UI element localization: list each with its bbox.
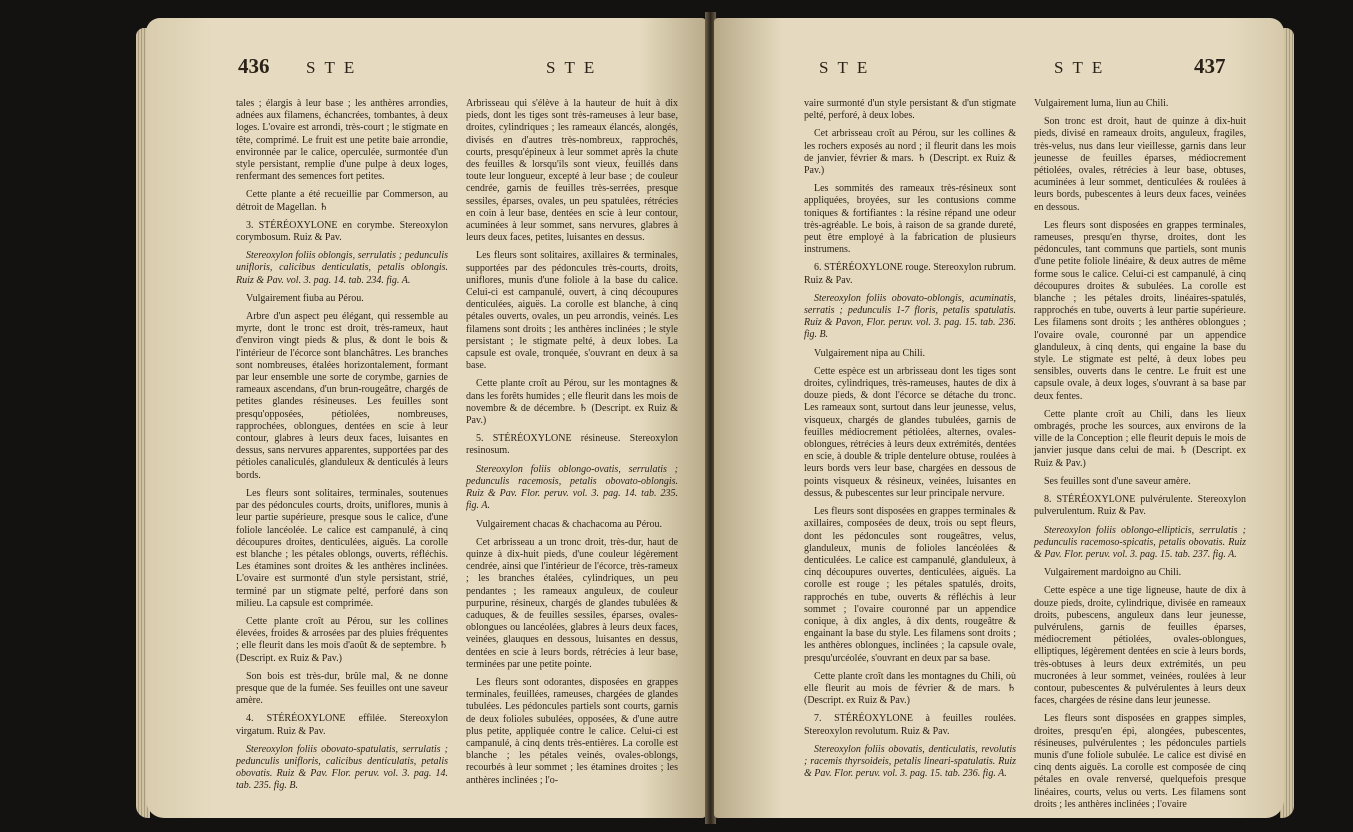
text-column-right-1 <box>804 98 1016 798</box>
paragraph: 5. STÉRÉOXYLONE résineuse. Stereoxylon resinosum. <box>466 433 678 457</box>
paragraph: Son tronc est droit, haut de quinze à dix-huit pieds, divisé en rameaux droits, anguleux, fragiles, très-velus, nus dans leur vieillesse, garnis dans leur jeunesse de feuilles éparses, médiocrement pétiolées, ovales, rétrécies à leur base, obtuses, acuminées à leur sommet, denticulées & roulées à leurs bords, pubescentes à leurs deux faces, veinées en dessous. <box>1034 116 1246 213</box>
paragraph: Son bois est très-dur, brûle mal, & ne donne presque que de la fumée. Ses feuilles ont une saveur amère. <box>236 670 448 707</box>
page-number-left: 436 <box>238 54 270 78</box>
text-column-left-2 <box>466 98 678 798</box>
right-page <box>714 18 1284 818</box>
text-column-left-1 <box>236 98 448 798</box>
paragraph: 7. STÉRÉOXYLONE à feuilles roulées. Stereoxylon revolutum. Ruiz & Pav. <box>804 713 1016 737</box>
paragraph: Stereoxylon foliis obovato-oblongis, acuminatis, serratis ; pedunculis 1-7 floris, petalis spatulatis. Ruiz & Pavon, Flor. peruv. vol. 3. pag. 15. tab. 236. fig. B. <box>804 292 1016 341</box>
paragraph: Ses feuilles sont d'une saveur amère. <box>1044 475 1191 487</box>
paragraph: Cette espèce a une tige ligneuse, haute de dix à douze pieds, droite, cylindrique, divisée en rameaux droits, pubescens, anguleux dans leur jeunesse, pulvérulens, garnis de feuilles éparses, médiocrement pétiolées, ovales-oblongues, elliptiques, légèrement dentées en scie à leurs bords, très-obtuses à leurs deux extrémités, un peu mucronées à leur sommet, veinées, roulées à leur contour, pubescentes & pulvérulentes à leurs deux faces, chargées de résine dans leur jeunesse. <box>1034 585 1246 707</box>
paragraph: Vulgairement fiuba au Pérou. <box>246 292 364 304</box>
paragraph: Les fleurs sont solitaires, terminales, soutenues par des pédoncules courts, droits, uniflores, munis à leur partie supérieure, presque sous le calice, d'une foliole lancéolée. Le calice est campanulé, à cinq découpures droites, denticulées, aiguës. La corolle est blanche ; les pétales oblongs, ouverts, réfléchis. Les étamines sont droites & les anthères inclinées. L'ovaire est surmonté d'un style persistant, strié, terminé par un stigmate pelté, perforé dans son milieu. La capsule est comprimée. <box>236 487 448 609</box>
right-page-header <box>714 54 1284 88</box>
paragraph: Vulgairement chacas & chachacoma au Pérou. <box>476 518 662 530</box>
paragraph: Les fleurs sont disposées en grappes simples, droites, presqu'en épi, alongées, pubescentes, résineuses, pulvérulentes ; les pédoncules partiels munis d'une foliole subulée. Le calice est divisé en cinq dents aiguës. La corolle est composée de cinq pétales en ovale renversé, quelquefois presque linéaires, courts, velus ou verts. Les filamens sont droits ; les anthères inclinées ; l'ovaire <box>1034 713 1246 810</box>
paragraph: Les fleurs sont disposées en grappes terminales, rameuses, presqu'en thyrse, droites, dont les pédoncules, tant communs que partiels, sont munis d'une petite foliole linéaire, & deux autres de même forme sous le calice. Celui-ci est campanulé, à cinq découpures droites & subulées. La corolle est blanche ; les pétales droits, linéaires-spatulés, rapprochés en tube, ouverts à leur partie supérieure. Les filamens sont droits ; les anthères oblongues ; l'ovaire ovale, couronné par un appendice glanduleux, à cinq dents, qui engaine la base du style. Le stigmate est pelté, à deux lobes peu sensibles, ouverts dans le centre. Le fruit est une capsule ovale, à deux loges, s'ouvrant à sa base par deux fentes. <box>1034 219 1246 402</box>
open-book <box>8 4 1345 828</box>
paragraph: Stereoxylon foliis obovatis, denticulatis, revolutis ; racemis thyrsoideis, petalis lineari-spatulatis. Ruiz & Pav. Flor. peruv. vol. 3. pag. 15. tab. 236. fig. A. <box>804 743 1016 780</box>
paragraph: Vulgairement luma, liun au Chili. <box>1034 98 1169 109</box>
paragraph: vaire surmonté d'un style persistant & d'un stigmate pelté, perforé, à deux lobes. <box>804 98 1016 122</box>
page-number-right: 437 <box>1194 54 1226 78</box>
paragraph: Les fleurs sont solitaires, axillaires & terminales, supportées par des pédoncules très-courts, droits, uniflores, munis d'une foliole à la base du calice. Celui-ci est campanulé, ouvert, à cinq découpures denticulées, aiguës. La corolle est blanche, à cinq pétales ouverts, ovales, un peu arrondis, veinés. Les filamens sont droits ; les anthères inclinées ; le style persistant ; le stigmate pelté, à deux lobes. La capsule est ovale, tronquée, s'ouvrant en deux à sa base. <box>466 250 678 372</box>
paragraph: Arbrisseau qui s'élève à la hauteur de huit à dix pieds, dont les tiges sont très-rameuses à leur base, droites, cylindriques ; les rameaux élancés, alongés, divisés en d'autres très-nombreux, rapprochés, courts, presqu'épineux à leur sommet après la chute des feuilles & lorsqu'ils sont vieux, feuillés dans toute leur longueur, excepté à leur base ; de couleur cendrée, garnis de feuilles très-serrées, presque sessiles, éparses, ovales, un peu spatulées, rétrécies en coin à leur base, dentées en scie à leur contour, acuminées à leur sommet, sans nervures, glabres à leurs deux faces, petites, luisantes en dessus. <box>466 98 678 244</box>
paragraph: Cette plante croît au Chili, dans les lieux ombragés, proche les sources, aux environs de la ville de la Conception ; elle fleurit depuis le mois de janvier jusque dans celui de mai. ♄ (Descript. ex Ruiz & Pav.) <box>1034 408 1246 469</box>
text-column-right-2 <box>1034 98 1246 810</box>
paragraph: Cette plante croît au Pérou, sur les montagnes & dans les forêts humides ; elle fleurit dans les mois de novembre & de décembre. ♄ (Descript. ex Ruiz & Pav.) <box>466 378 678 427</box>
left-page-header <box>146 54 706 88</box>
paragraph: Les sommités des rameaux très-résineux sont appliquées, broyées, sur les contusions comme toniques & fortifiantes : la résine répand une odeur très-agréable. Le bois, à raison de sa grande dureté, peut être employé à la fabrication de plusieurs instrumens. <box>804 183 1016 256</box>
paragraph: Les fleurs sont odorantes, disposées en grappes terminales, feuillées, rameuses, chargées de glandes tubulées. Les pédoncules partiels sont courts, garnis de deux folioles subulées, opposées, & d'une autre plus petite, appliquée contre le calice. Celui-ci est campanulé, à cinq dents très-entières. La corolle est blanche ; les pétales veinés, ovales-oblongs, recourbés à leur sommet ; les étamines droites ; les anthères inclinées ; l'o- <box>466 676 678 786</box>
paragraph: Les fleurs sont disposées en grappes terminales & axillaires, composées de deux, trois ou sept fleurs, dont les pédoncules sont rougeâtres, velus, glanduleux, munis de folioles lancéolées & denticulées. Le calice est campanulé, glanduleux, à cinq découpures ouvertes, denticulées, aiguës. La corolle est rouge ; les pétales spatulés, droits, rapprochés en tube, ouverts & réfléchis à leur sommet ; l'ovaire couronné par un appendice conique, à dix angles, à dix dents, rougeâtre & engainant la base du style. Les filamens sont droits ; les anthères oblongues, inclinées ; la capsule ovale, presqu'urcéolée, s'ouvrant en deux par sa base. <box>804 506 1016 664</box>
paragraph: Cette espèce est un arbrisseau dont les tiges sont droites, cylindriques, très-rameuses, hautes de dix à douze pieds, & dont l'écorce se détache du tronc. Les rameaux sont, surtout dans leur jeunesse, velus, visqueux, chargés de glandes tubulées, garnis de feuilles médiocrement pétiolées, alternes, ovales-oblongues, rétrécies à leurs deux extrémités, dentées en scie, à double & triple dentelure obtuse, roulées à leurs bords vers leur base, chargées en dessous de points visqueux & résineux, veinées, luisantes en dessus, & pubescentes sur leur principale nervure. <box>804 365 1016 499</box>
paragraph: 6. STÉRÉOXYLONE rouge. Stereoxylon rubrum. Ruiz & Pav. <box>804 262 1016 286</box>
paragraph: Cet arbrisseau croît au Pérou, sur les collines & les rochers exposés au nord ; il fleurit dans les mois de janvier, février & mars. ♄ (Descript. ex Ruiz & Pav.) <box>804 128 1016 177</box>
running-head: STE <box>819 58 877 77</box>
running-head: STE <box>306 58 364 77</box>
paragraph: Stereoxylon foliis obovato-spatulatis, serrulatis ; pedunculis unifloris, calicibus denticulatis, petalis obovatis. Ruiz & Pav. Flor. peruv. vol. 3. pag. 14. tab. 235. fig. B. <box>236 743 448 792</box>
paragraph: Vulgairement mardoigno au Chili. <box>1044 567 1182 579</box>
paragraph: Cet arbrisseau a un tronc droit, très-dur, haut de quinze à dix-huit pieds, d'une couleur légèrement cendrée, ainsi que l'intérieur de l'écorce, très-rameux ; les branches étalées, cylindriques, un peu pendantes ; les rameaux anguleux, de couleur purpurine, résineux, chargés de glandes tubulées & caduques, & de feuilles sessiles, éparses, ovales-oblongues ou lancéolées, glabres à leurs deux faces, veinées, glauques en dessous, luisantes en dessus, dentées en scie à leurs bords, rétrécies à leur base, terminées par une petite pointe. <box>466 536 678 670</box>
paragraph: Stereoxylon foliis oblongis, serrulatis ; pedunculis unifloris, calicibus denticulatis, petalis oblongis. Ruiz & Pav. vol. 3. pag. 14. tab. 234. fig. A. <box>236 250 448 286</box>
paragraph: Cette plante a été recueillie par Commerson, au détroit de Magellan. ♄ <box>236 189 448 213</box>
paragraph: Stereoxylon foliis oblongo-ellipticis, serrulatis ; pedunculis racemoso-spicatis, petalis obovatis. Ruiz & Pav. Flor. peruv. vol. 3. pag. 15. tab. 237. fig. A. <box>1034 524 1246 560</box>
paragraph: 8. STÉRÉOXYLONE pulvérulente. Stereoxylon pulverulentum. Ruiz & Pav. <box>1034 494 1246 518</box>
paragraph: 4. STÉRÉOXYLONE effilée. Stereoxylon virgatum. Ruiz & Pav. <box>236 713 448 737</box>
left-page <box>146 18 706 818</box>
paragraph: tales ; élargis à leur base ; les anthères arrondies, adnées aux filamens, échancrées, tombantes, à deux loges. L'ovaire est arrondi, très-court ; le stigmate en tête, comprimé. Le fruit est une petite baie arrondie, environnée par le calice, operculée, surmontée d'un style persistant, remplie d'une pulpe à deux loges, renfermant des semences fort petites. <box>236 98 448 183</box>
paragraph: Stereoxylon foliis oblongo-ovatis, serrulatis ; pedunculis racemosis, petalis obovato-oblongis. Ruiz & Pav. Flor. peruv. vol. 3. pag. 14. tab. 235. fig. A. <box>466 463 678 512</box>
paragraph: Arbre d'un aspect peu élégant, qui ressemble au myrte, dont le tronc est droit, très-rameux, haut d'environ vingt pieds & plus, & dont le bois & l'intérieur de l'écorce sont blanchâtres. Les branches sont nombreuses, étalées horizontalement, formant par leur ensemble une sorte de corymbe, garnies de rameaux ascendans, d'un brun-rougeâtre, chargés de petites glandes résineuses. Les feuilles sont presqu'opposées, pétiolées, nombreuses, rapprochées, oblongues, dentées en scie à leur contour, glabres à leurs deux faces, luisantes en dessus, sans nervures apparentes, supportées par des pétioles canaliculés, glanduleux & denticulés à leurs bords. <box>236 311 448 481</box>
paragraph: Vulgairement nipa au Chili. <box>814 347 926 359</box>
running-head: STE <box>546 58 604 77</box>
paragraph: 3. STÉRÉOXYLONE en corymbe. Stereoxylon corymbosum. Ruiz & Pav. <box>236 219 448 244</box>
running-head: STE <box>1054 58 1112 77</box>
paragraph: Cette plante croît dans les montagnes du Chili, où elle fleurit au mois de février & de mars. ♄ (Descript. ex Ruiz & Pav.) <box>804 670 1016 707</box>
paragraph: Cette plante croît au Pérou, sur les collines élevées, froides & arrosées par des pluies fréquentes ; elle fleurit dans les mois d'août & de septembre. ♄ (Descript. ex Ruiz & Pav.) <box>236 615 448 664</box>
